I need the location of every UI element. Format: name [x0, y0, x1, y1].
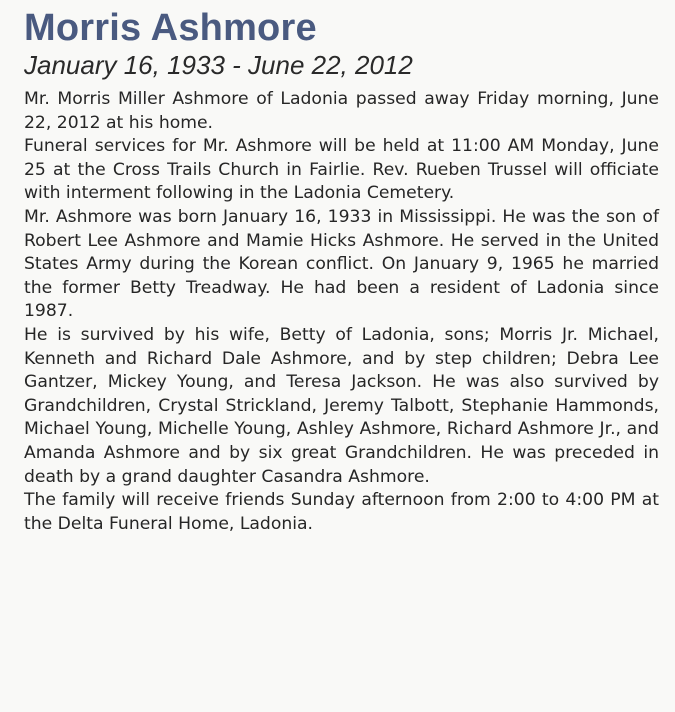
obituary-name: Morris Ashmore	[24, 7, 317, 49]
paragraph-death-notice: Mr. Morris Miller Ashmore of Ladonia passed away Friday morning, June 22, 2012 at his home.	[24, 89, 659, 133]
paragraph-biography: Mr. Ashmore was born January 16, 1933 in Mississippi. He was the son of Robert Lee Ashmore and Mamie Hicks Ashmore. He served in the United States Army during the Korean conflict. On January 9, 1965 he married the former Betty Treadway. He had been a resident of Ladonia since 1987.	[24, 206, 659, 322]
obituary-dates: January 16, 1933 - June 22, 2012	[24, 50, 413, 80]
paragraph-visitation: The family will receive friends Sunday afternoon from 2:00 to 4:00 PM at the Delta Funeral Home, Ladonia.	[24, 490, 659, 534]
paragraph-funeral-services: Funeral services for Mr. Ashmore will be held at 11:00 AM Monday, June 25 at the Cross Trails Church in Fairlie. Rev. Rueben Trussel will officiate with interment following in the Ladonia Cemetery.	[24, 136, 659, 204]
paragraph-survivors: He is survived by his wife, Betty of Ladonia, sons; Morris Jr. Michael, Kenneth and Richard Dale Ashmore, and by step children; Debra Lee Gantzer, Mickey Young, and Teresa Jackson. He was also survived by Grandchildren, Crystal Strickland, Jeremy Talbott, Stephanie Hammonds, Michael Young, Michelle Young, Ashley Ashmore, Richard Ashmore Jr., and Amanda Ashmore and by six great Grandchildren. He was preceded in death by a grand daughter Casandra Ashmore.	[24, 324, 659, 487]
